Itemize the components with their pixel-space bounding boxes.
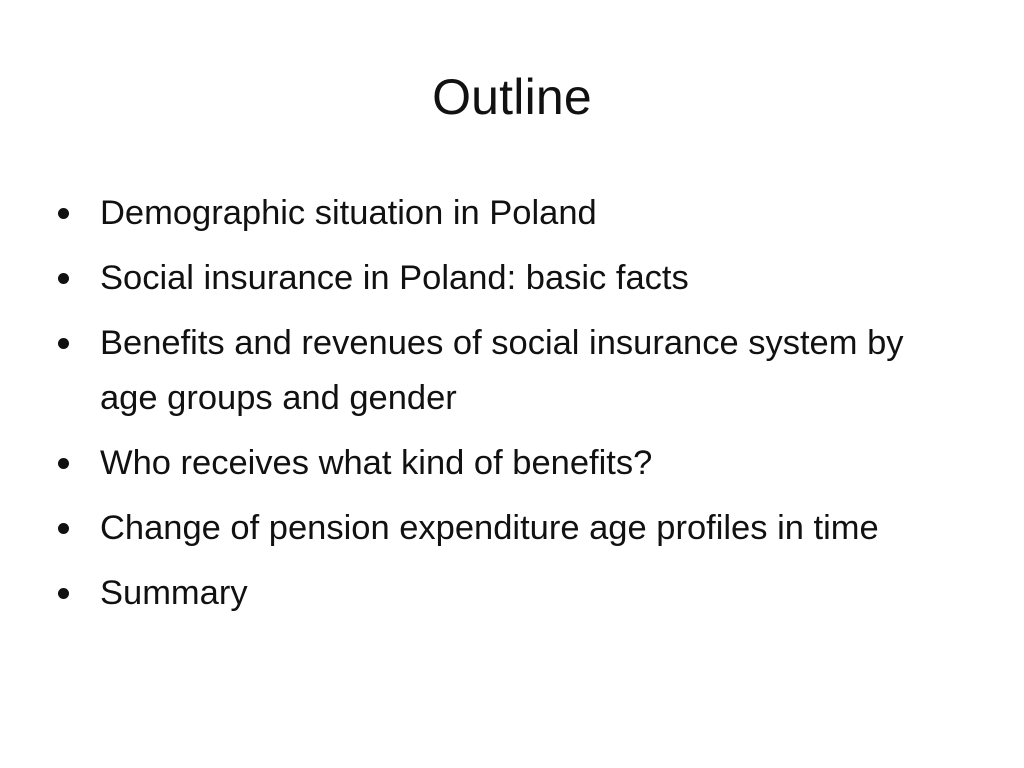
list-item — [52, 501, 962, 556]
list-item-text: Demographic situation in Poland — [100, 194, 597, 232]
list-item — [52, 566, 962, 621]
bullet-icon — [58, 338, 69, 349]
bullet-icon — [58, 523, 69, 534]
bullet-icon — [58, 208, 69, 219]
list-item — [52, 316, 962, 426]
bullet-icon — [58, 458, 69, 469]
list-item-text: Benefits and revenues of social insurance system by age groups and gender — [100, 324, 904, 417]
bullet-icon — [58, 273, 69, 284]
list-item-text: Social insurance in Poland: basic facts — [100, 259, 689, 297]
list-item-text: Summary — [100, 574, 248, 612]
list-item-text: Who receives what kind of benefits? — [100, 444, 653, 482]
list-item — [52, 251, 962, 306]
bullet-icon — [58, 588, 69, 599]
list-item — [52, 186, 962, 241]
list-item — [52, 436, 962, 491]
outline-list — [52, 186, 962, 631]
list-item-text: Change of pension expenditure age profiles in time — [100, 509, 879, 547]
slide-title: Outline — [432, 69, 592, 125]
